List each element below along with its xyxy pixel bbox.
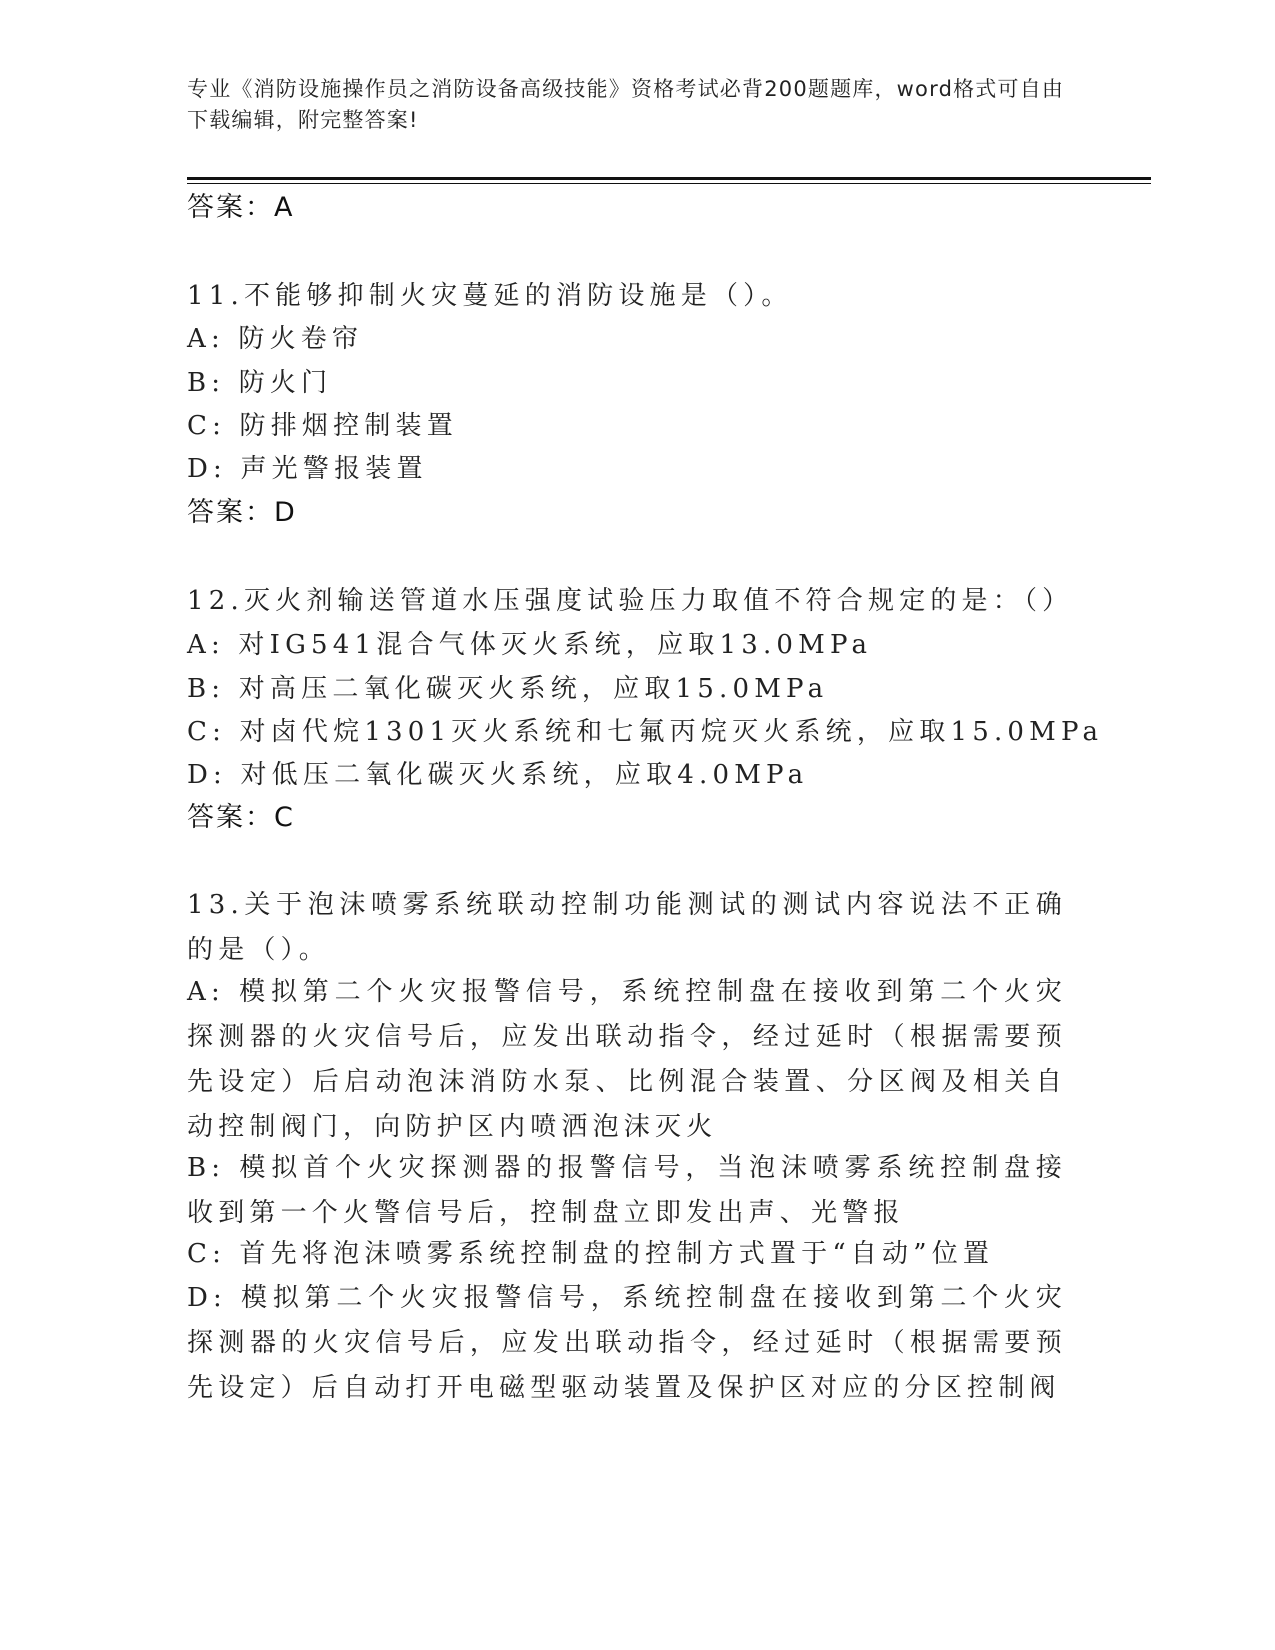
q13-stem: 13.关于泡沫喷雾系统联动控制功能测试的测试内容说法不正确的是（）。 <box>187 890 1067 965</box>
q12-option-a: A: 对IG541混合气体灭火系统，应取13.0MPa <box>187 630 873 660</box>
q11-option-a: A: 防火卷帘 <box>187 324 364 354</box>
q13-option-d: D: 模拟第二个火灾报警信号，系统控制盘在接收到第二个火灾探测器的火灾信号后，应发出联动指令，经过延时（根据需要预先设定）后自动打开电磁型驱动装置及保护区对应的分区控制阀 <box>187 1283 1067 1403</box>
document-header: 专业《消防设施操作员之消防设备高级技能》资格考试必背200题题库，word格式可自由下载编辑，附完整答案! <box>187 77 1065 132</box>
q13-option-c: C: 首先将泡沫喷雾系统控制盘的控制方式置于“自动”位置 <box>187 1239 995 1269</box>
header-rule-thin <box>187 183 1151 184</box>
q11-option-c: C: 防排烟控制装置 <box>187 411 458 441</box>
q11-answer: 答案：D <box>187 497 297 528</box>
q12-option-b: B: 对高压二氧化碳灭火系统，应取15.0MPa <box>187 674 829 704</box>
q11-option-b: B: 防火门 <box>187 368 333 398</box>
q12-stem: 12.灭火剂输送管道水压强度试验压力取值不符合规定的是：（） <box>187 586 1074 616</box>
q12-option-d: D: 对低压二氧化碳灭火系统，应取4.0MPa <box>187 760 809 790</box>
answer-prev: 答案：A <box>187 192 295 223</box>
q12-option-c: C: 对卤代烷1301灭火系统和七氟丙烷灭火系统，应取15.0MPa <box>187 717 1104 747</box>
q13-option-b: B: 模拟首个火灾探测器的报警信号，当泡沫喷雾系统控制盘接收到第一个火警信号后，控制盘立即发出声、光警报 <box>187 1153 1067 1228</box>
header-rule-thick <box>187 177 1151 180</box>
q11-stem: 11.不能够抑制火灾蔓延的消防设施是（）。 <box>187 281 793 311</box>
q12-answer: 答案：C <box>187 802 295 833</box>
q13-option-a: A: 模拟第二个火灾报警信号，系统控制盘在接收到第二个火灾探测器的火灾信号后，应发出联动指令，经过延时（根据需要预先设定）后启动泡沫消防水泵、比例混合装置、分区阀及相关自动控制阀门，向防护区内喷洒泡沫灭火 <box>187 977 1067 1142</box>
q11-option-d: D: 声光警报装置 <box>187 454 428 484</box>
